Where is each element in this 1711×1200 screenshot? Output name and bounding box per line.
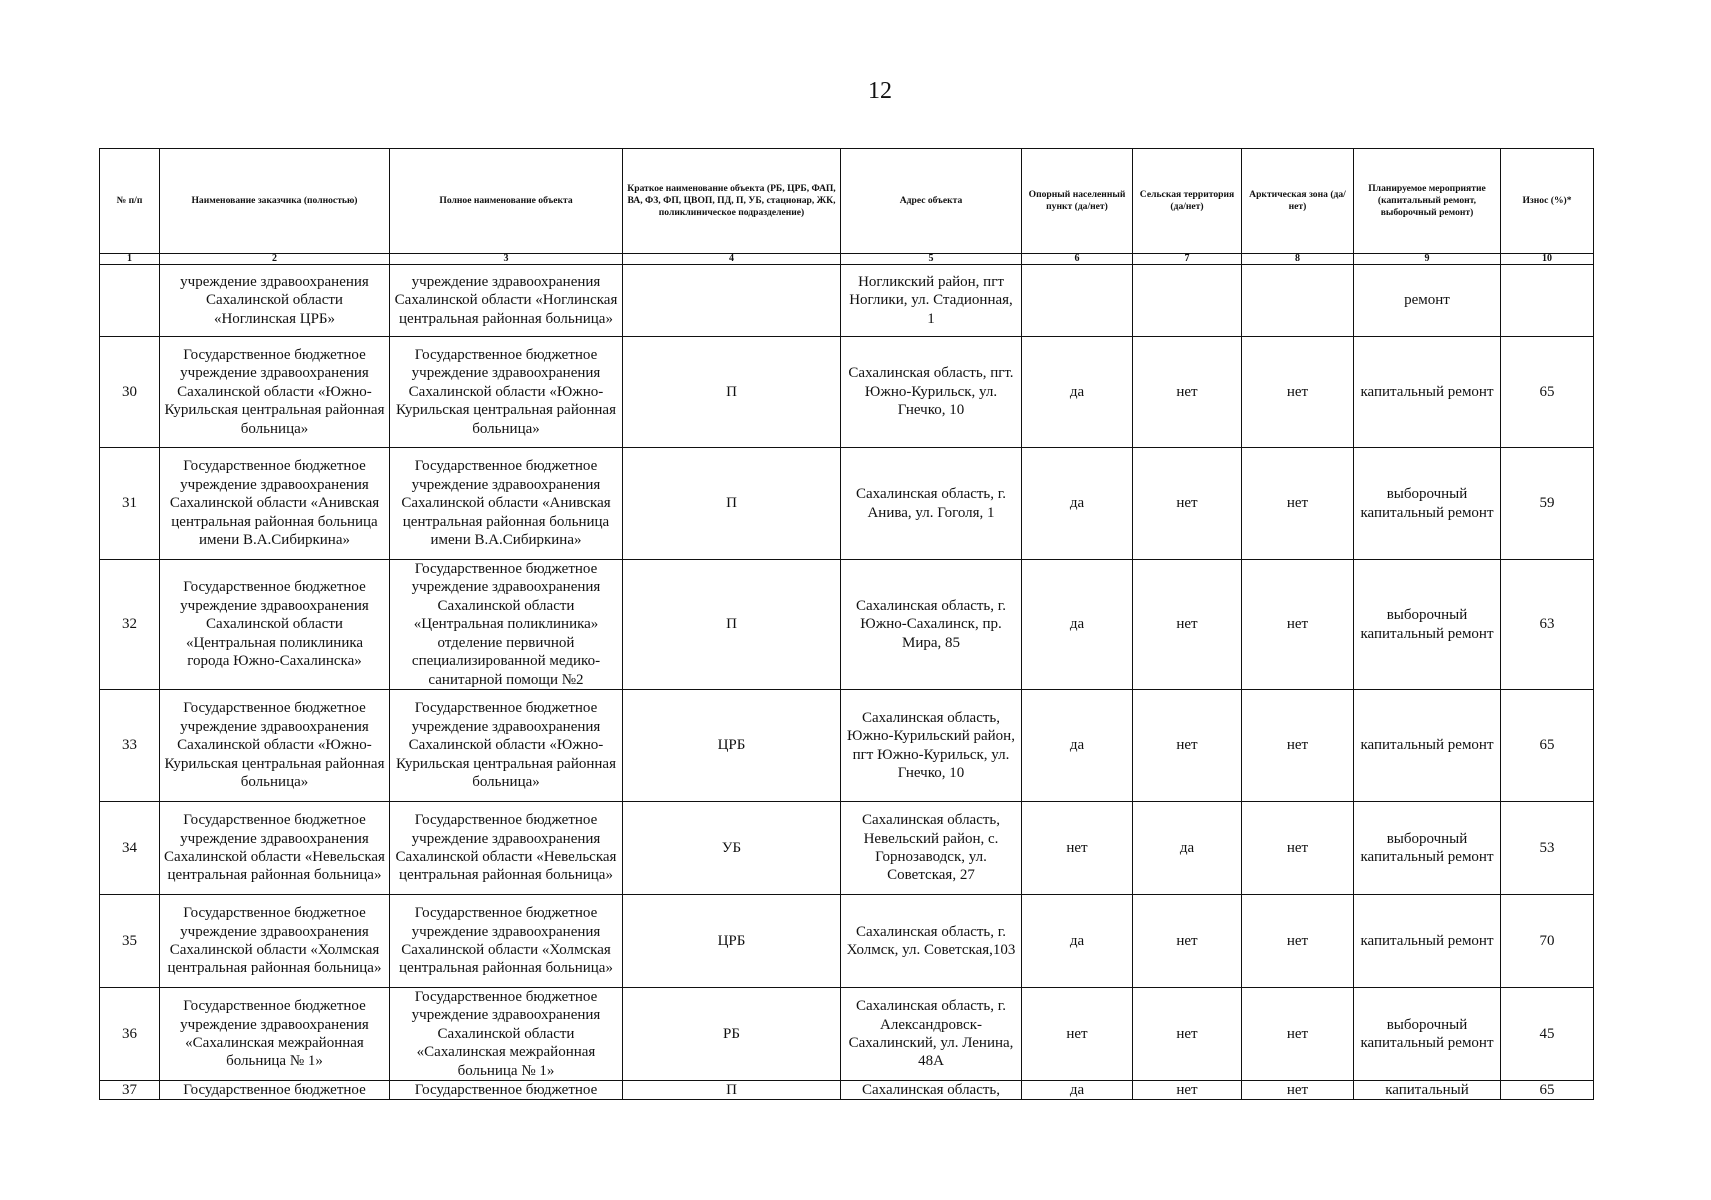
row-address: Сахалинская область, г. Холмск, ул. Советская,103 (841, 895, 1022, 988)
row-full-name: Государственное бюджетное учреждение здравоохранения Сахалинской области «Южно-Курильская центральная районная больница» (390, 690, 623, 802)
row-short-name: ЦРБ (623, 895, 841, 988)
row-wear: 65 (1501, 1081, 1594, 1100)
row-customer: Государственное бюджетное учреждение здравоохранения Сахалинской области «Южно-Курильская центральная районная больница» (160, 690, 390, 802)
row-wear: 65 (1501, 337, 1594, 448)
row-rural: нет (1133, 988, 1242, 1081)
row-support-settlement: да (1022, 337, 1133, 448)
row-support-settlement: нет (1022, 988, 1133, 1081)
row-short-name: П (623, 1081, 841, 1100)
row-full-name: Государственное бюджетное учреждение здравоохранения Сахалинской области «Холмская центральная районная больница» (390, 895, 623, 988)
row-rural: нет (1133, 690, 1242, 802)
row-address: Ногликский район, пгт Ноглики, ул. Стадионная, 1 (841, 265, 1022, 337)
row-customer: Государственное бюджетное (160, 1081, 390, 1100)
row-activity: выборочный капитальный ремонт (1354, 802, 1501, 895)
row-rural: нет (1133, 337, 1242, 448)
table-row (100, 265, 1594, 337)
row-customer: Государственное бюджетное учреждение здравоохранения Сахалинской области «Анивская центральная районная больница имени В.А.Сибиркина» (160, 448, 390, 560)
row-rural: нет (1133, 448, 1242, 560)
row-num: 30 (100, 337, 160, 448)
row-arctic: нет (1242, 988, 1354, 1081)
page-number: 12 (868, 78, 892, 104)
row-num: 35 (100, 895, 160, 988)
row-num: 37 (100, 1081, 160, 1100)
row-support-settlement: да (1022, 1081, 1133, 1100)
row-wear: 45 (1501, 988, 1594, 1081)
row-num: 31 (100, 448, 160, 560)
row-support-settlement: да (1022, 448, 1133, 560)
table-row (100, 895, 1594, 988)
row-wear: 63 (1501, 560, 1594, 690)
row-arctic (1242, 265, 1354, 337)
header-short-name: Краткое наименование объекта (РБ, ЦРБ, ФАП, ВА, ФЗ, ФП, ЦВОП, ПД, П, УБ, стационар, ЖК, поликлиническое подразделение) (623, 149, 841, 254)
row-customer: учреждение здравоохранения Сахалинской области «Ноглинская ЦРБ» (160, 265, 390, 337)
row-address: Сахалинская область, г. Южно-Сахалинск, пр. Мира, 85 (841, 560, 1022, 690)
row-short-name: УБ (623, 802, 841, 895)
row-support-settlement: да (1022, 690, 1133, 802)
row-support-settlement (1022, 265, 1133, 337)
row-rural: да (1133, 802, 1242, 895)
table-row (100, 690, 1594, 802)
table-row (100, 802, 1594, 895)
row-wear: 65 (1501, 690, 1594, 802)
column-number: 6 (1022, 254, 1133, 265)
row-address: Сахалинская область, (841, 1081, 1022, 1100)
header-num: № п/п (100, 149, 160, 254)
row-full-name: Государственное бюджетное учреждение здравоохранения Сахалинской области «Анивская центральная районная больница имени В.А.Сибиркина» (390, 448, 623, 560)
row-full-name: учреждение здравоохранения Сахалинской области «Ноглинская центральная районная больница» (390, 265, 623, 337)
row-short-name: П (623, 337, 841, 448)
row-address: Сахалинская область, Южно-Курильский район, пгт Южно-Курильск, ул. Гнечко, 10 (841, 690, 1022, 802)
row-full-name: Государственное бюджетное (390, 1081, 623, 1100)
row-address: Сахалинская область, Невельский район, с. Горнозаводск, ул. Советская, 27 (841, 802, 1022, 895)
row-full-name: Государственное бюджетное учреждение здравоохранения Сахалинской области «Южно-Курильская центральная районная больница» (390, 337, 623, 448)
table-row (100, 560, 1594, 690)
column-number: 5 (841, 254, 1022, 265)
table-row (100, 988, 1594, 1081)
row-short-name: РБ (623, 988, 841, 1081)
facilities-table (99, 148, 1594, 1100)
row-rural: нет (1133, 560, 1242, 690)
column-number: 8 (1242, 254, 1354, 265)
header-support-settlement: Опорный населенный пункт (да/нет) (1022, 149, 1133, 254)
row-short-name: П (623, 560, 841, 690)
row-arctic: нет (1242, 560, 1354, 690)
row-num: 34 (100, 802, 160, 895)
row-customer: Государственное бюджетное учреждение здравоохранения Сахалинской области «Южно-Курильская центральная районная больница» (160, 337, 390, 448)
row-wear: 53 (1501, 802, 1594, 895)
row-full-name: Государственное бюджетное учреждение здравоохранения Сахалинской области «Невельская центральная районная больница» (390, 802, 623, 895)
column-number: 1 (100, 254, 160, 265)
row-address: Сахалинская область, г. Александровск-Сахалинский, ул. Ленина, 48А (841, 988, 1022, 1081)
column-number-row (100, 254, 1594, 265)
row-activity: капитальный ремонт (1354, 337, 1501, 448)
row-activity: выборочный капитальный ремонт (1354, 988, 1501, 1081)
row-activity: капитальный (1354, 1081, 1501, 1100)
row-full-name: Государственное бюджетное учреждение здравоохранения Сахалинской области «Центральная поликлиника» отделение первичной специализированной медико-санитарной помощи №2 (390, 560, 623, 690)
row-arctic: нет (1242, 448, 1354, 560)
table-row (100, 337, 1594, 448)
header-row (100, 149, 1594, 254)
row-support-settlement: да (1022, 895, 1133, 988)
header-activity: Планируемое мероприятие (капитальный ремонт, выборочный ремонт) (1354, 149, 1501, 254)
row-customer: Государственное бюджетное учреждение здравоохранения «Сахалинская межрайонная больница № 1» (160, 988, 390, 1081)
column-number: 9 (1354, 254, 1501, 265)
column-number: 3 (390, 254, 623, 265)
header-customer: Наименование заказчика (полностью) (160, 149, 390, 254)
row-activity: выборочный капитальный ремонт (1354, 560, 1501, 690)
header-address: Адрес объекта (841, 149, 1022, 254)
row-activity: капитальный ремонт (1354, 895, 1501, 988)
row-num (100, 265, 160, 337)
column-number: 4 (623, 254, 841, 265)
row-arctic: нет (1242, 895, 1354, 988)
row-customer: Государственное бюджетное учреждение здравоохранения Сахалинской области «Центральная поликлиника города Южно-Сахалинска» (160, 560, 390, 690)
row-wear: 59 (1501, 448, 1594, 560)
row-activity: капитальный ремонт (1354, 690, 1501, 802)
row-wear: 70 (1501, 895, 1594, 988)
row-customer: Государственное бюджетное учреждение здравоохранения Сахалинской области «Невельская центральная районная больница» (160, 802, 390, 895)
row-rural: нет (1133, 1081, 1242, 1100)
row-address: Сахалинская область, пгт. Южно-Курильск, ул. Гнечко, 10 (841, 337, 1022, 448)
row-arctic: нет (1242, 337, 1354, 448)
row-wear (1501, 265, 1594, 337)
column-number: 2 (160, 254, 390, 265)
row-num: 36 (100, 988, 160, 1081)
row-address: Сахалинская область, г. Анива, ул. Гоголя, 1 (841, 448, 1022, 560)
row-rural (1133, 265, 1242, 337)
row-activity: ремонт (1354, 265, 1501, 337)
row-support-settlement: нет (1022, 802, 1133, 895)
header-full-name: Полное наименование объекта (390, 149, 623, 254)
row-arctic: нет (1242, 1081, 1354, 1100)
table-row (100, 448, 1594, 560)
row-rural: нет (1133, 895, 1242, 988)
row-activity: выборочный капитальный ремонт (1354, 448, 1501, 560)
row-num: 33 (100, 690, 160, 802)
table-row (100, 1081, 1594, 1100)
header-wear: Износ (%)* (1501, 149, 1594, 254)
row-arctic: нет (1242, 690, 1354, 802)
row-full-name: Государственное бюджетное учреждение здравоохранения Сахалинской области «Сахалинская межрайонная больница № 1» (390, 988, 623, 1081)
row-num: 32 (100, 560, 160, 690)
column-number: 7 (1133, 254, 1242, 265)
row-short-name: ЦРБ (623, 690, 841, 802)
row-support-settlement: да (1022, 560, 1133, 690)
row-customer: Государственное бюджетное учреждение здравоохранения Сахалинской области «Холмская центральная районная больница» (160, 895, 390, 988)
header-rural: Сельская территория (да/нет) (1133, 149, 1242, 254)
row-arctic: нет (1242, 802, 1354, 895)
header-arctic: Арктическая зона (да/нет) (1242, 149, 1354, 254)
column-number: 10 (1501, 254, 1594, 265)
row-short-name: П (623, 448, 841, 560)
row-short-name (623, 265, 841, 337)
